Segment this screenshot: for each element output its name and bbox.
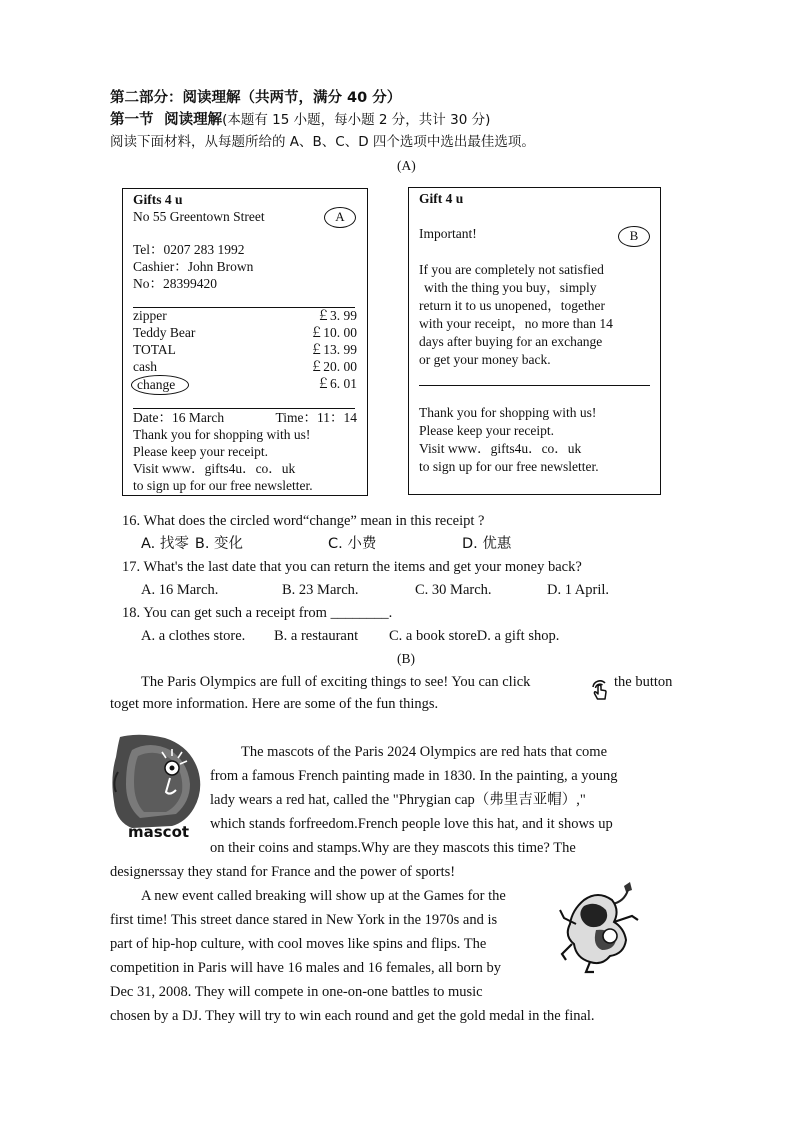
receipt-b-policy: If you are completely not satisfied — [419, 262, 604, 277]
option-c: C. 小费 — [328, 536, 377, 552]
receipt-a-divider — [133, 408, 355, 409]
receipt-b-badge: B — [618, 226, 650, 247]
option-d: D. a gift shop. — [476, 628, 560, 644]
option-a: A. a clothes store. — [141, 628, 246, 644]
passage-b-label: (B) — [397, 651, 415, 666]
para2-line: competition in Paris will have 16 males and 16 females, all born by — [110, 960, 502, 976]
mascot-caption: mascot — [128, 823, 190, 841]
receipt-a-badge: A — [324, 207, 356, 228]
para1-line: The mascots of the Paris 2024 Olympics are red hats that come — [241, 744, 608, 760]
receipt-b-policy: return it to us unopened，together — [419, 298, 605, 313]
receipt-b-footer: Thank you for shopping with us! — [419, 405, 597, 420]
mascot-image — [110, 732, 205, 842]
option-a: A. 找零 — [141, 536, 189, 552]
instruction: 阅读下面材料，从每题所给的 A、B、C、D 四个选项中选出最佳选项。 — [110, 134, 535, 150]
receipt-a-date: Date：16 March — [133, 410, 225, 425]
receipt-b-important: Important! — [419, 226, 477, 241]
question-16-option — [141, 535, 243, 553]
receipt-a-time: Time：11：14 — [275, 410, 357, 425]
receipt-b-shop: Gift 4 u — [419, 191, 464, 206]
section-label: 第一节 — [110, 112, 154, 128]
receipt-a-shop: Gifts 4 u — [133, 192, 183, 207]
receipt-a-footer: Visit www．gifts4u．co．uk — [133, 461, 296, 476]
receipt-a-address: No 55 Greentown Street — [133, 209, 265, 224]
section-title: 阅读理解 — [164, 112, 223, 128]
receipt-a-item-value: ￡6. 01 — [316, 376, 357, 391]
para2-line: A new event called breaking will show up at the Games for the — [141, 888, 506, 904]
question-17: 17. What's the last date that you can return the items and get your money back? — [122, 559, 582, 575]
para2-line: first time! This street dance stared in New York in the 1970s and is — [110, 912, 498, 928]
receipt-a-item-label: TOTAL — [133, 342, 176, 357]
receipt-a-cashier: Cashier：John Brown — [133, 259, 254, 274]
receipt-a — [122, 188, 368, 496]
question-18: 18. You can get such a receipt from ________. — [122, 605, 393, 621]
receipt-b-footer: Visit www．gifts4u．co．uk — [419, 441, 582, 456]
section-note: (本题有 15 小题，每小题 2 分，共计 30 分) — [222, 112, 491, 128]
receipt-b-divider — [419, 385, 650, 386]
receipt-a-item-label: change — [137, 377, 176, 392]
receipt-b-footer: Please keep your receipt. — [419, 423, 554, 438]
option-b: B. 23 March. — [282, 582, 359, 598]
receipt-b — [408, 187, 661, 495]
receipt-a-item-value: ￡20. 00 — [309, 359, 357, 374]
option-d: D. 1 April. — [547, 582, 610, 598]
receipt-a-number: No：28399420 — [133, 276, 217, 291]
receipt-b-policy: with your receipt，no more than 14 — [419, 316, 613, 331]
click-button-icon[interactable] — [587, 675, 611, 701]
receipt-a-item-label: zipper — [133, 308, 167, 323]
passage-a-label: (A) — [397, 158, 416, 173]
option-a: A. 16 March. — [141, 582, 219, 598]
part-title: 第二部分：阅读理解（共两节，满分 40 分） — [110, 90, 402, 106]
receipt-a-tel: Tel：0207 283 1992 — [133, 242, 245, 257]
passage-b-intro-tail: the button — [614, 674, 673, 690]
option-b: B. 变化 — [194, 536, 244, 552]
para2-line: part of hip-hop culture, with cool moves like spins and flips. The — [110, 936, 487, 952]
receipt-a-item-label: Teddy Bear — [133, 325, 196, 340]
para1-line — [210, 791, 586, 809]
breakdance-image — [554, 880, 646, 975]
passage-b-intro: The Paris Olympics are full of exciting things to see! You can click — [141, 674, 531, 690]
passage-b-intro-line2: toget more information. Here are some of the fun things. — [110, 696, 439, 712]
para1-line-text: lady wears a red hat, called the "Phrygian cap（弗里吉亚帽）," — [210, 792, 586, 808]
receipt-b-policy: or get your money back. — [419, 352, 551, 367]
para1-line: from a famous French painting made in 1830. In the painting, a young — [210, 768, 618, 784]
option-c: C. a book store — [389, 628, 477, 644]
receipt-a-footer: Thank you for shopping with us! — [133, 427, 311, 442]
receipt-a-item-value: ￡13. 99 — [309, 342, 357, 357]
question-18-option-cd — [389, 627, 559, 645]
receipt-b-policy: days after buying for an exchange — [419, 334, 603, 349]
question-16: 16. What does the circled word“change” mean in this receipt ? — [122, 513, 485, 529]
para2-line: chosen by a DJ. They will try to win each round and get the gold medal in the final. — [110, 1008, 595, 1024]
option-d: D. 优惠 — [462, 536, 512, 552]
option-b: B. a restaurant — [274, 628, 359, 644]
para1-line: which stands forfreedom.French people love this hat, and it shows up — [210, 816, 613, 832]
receipt-a-footer: Please keep your receipt. — [133, 444, 268, 459]
receipt-a-item-label: cash — [133, 359, 157, 374]
para1-line: on their coins and stamps.Why are they mascots this time? The — [210, 840, 576, 856]
receipt-b-policy: with the thing you buy，simply — [424, 280, 597, 295]
receipt-a-item-value: ￡10. 00 — [309, 325, 357, 340]
section-heading — [110, 111, 490, 129]
option-c: C. 30 March. — [415, 582, 492, 598]
receipt-b-footer: to sign up for our free newsletter. — [419, 459, 599, 474]
receipt-a-item-value: ￡3. 99 — [316, 308, 357, 323]
para1-line: designerssay they stand for France and the power of sports! — [110, 864, 456, 880]
receipt-a-footer: to sign up for our free newsletter. — [133, 478, 313, 493]
para2-line: Dec 31, 2008. They will compete in one-on-one battles to music — [110, 984, 483, 1000]
